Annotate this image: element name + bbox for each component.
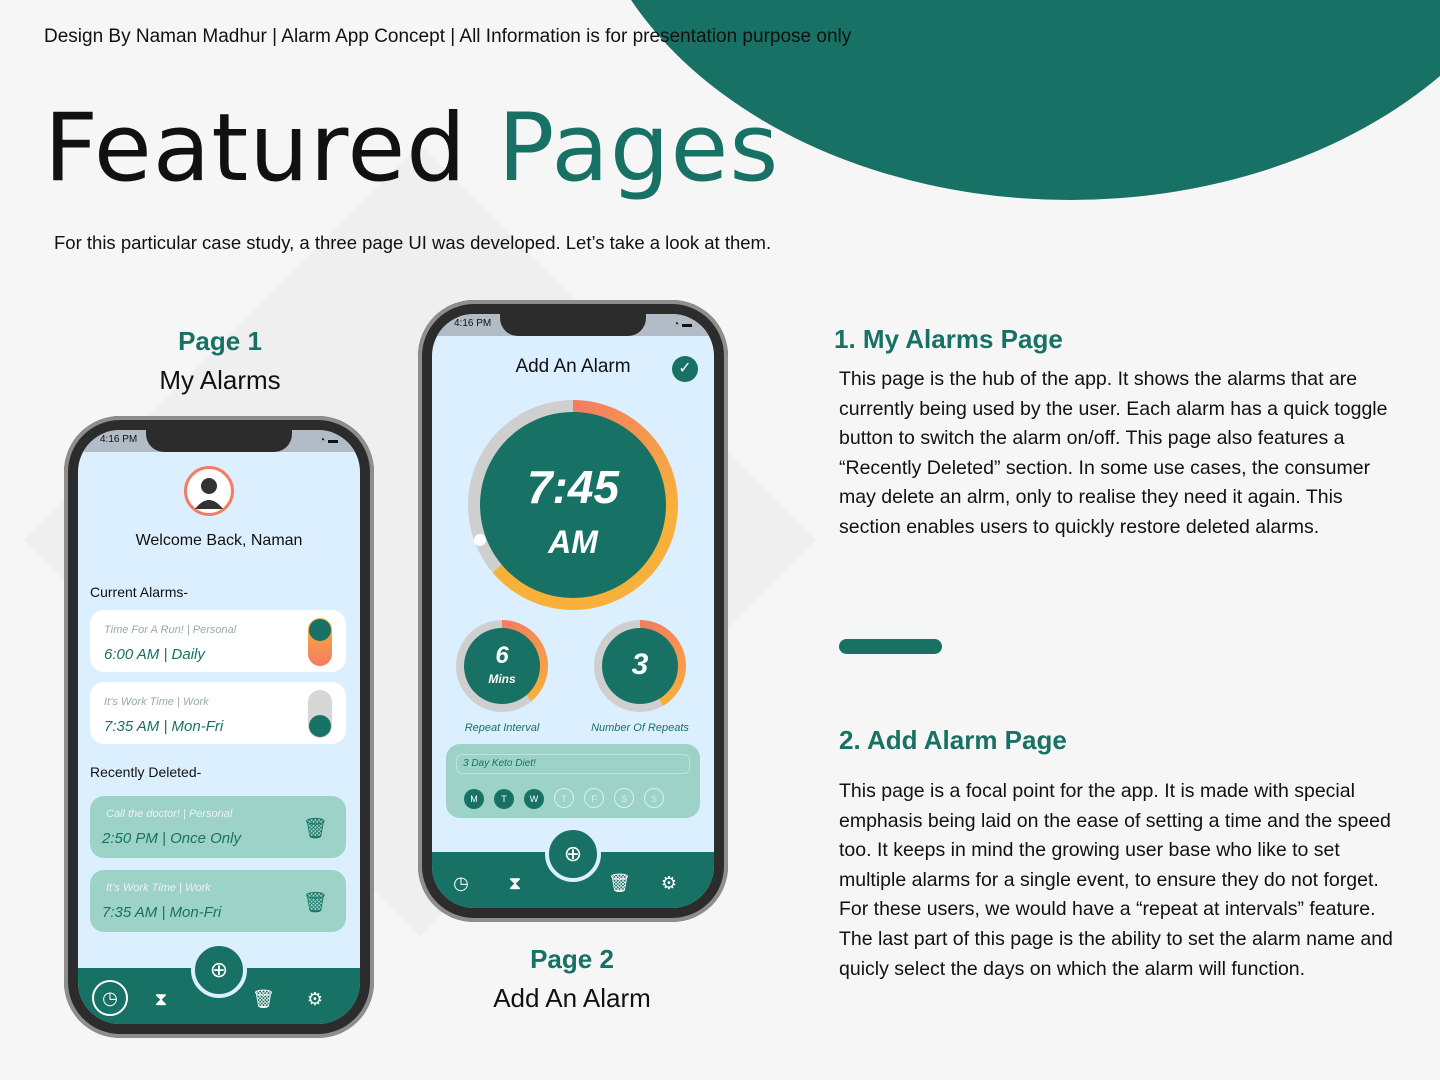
alarm-card[interactable]	[90, 610, 346, 672]
deleted-alarm-subtitle: Call the doctor! | Personal	[106, 808, 233, 820]
trash-icon[interactable]: 🗑	[302, 892, 328, 914]
signal-battery-icon: ◔ ▬	[319, 435, 338, 446]
check-icon[interactable]: ✓	[672, 356, 698, 382]
alarm-card[interactable]	[90, 682, 346, 744]
trash-icon[interactable]: 🗑	[302, 818, 328, 840]
alarm-subtitle: Time For A Run! | Personal	[104, 624, 237, 636]
deleted-alarm-subtitle: It’s Work Time | Work	[106, 882, 211, 894]
intro-text: For this particular case study, a three page UI was developed. Let’s take a look at them.	[54, 232, 772, 253]
clock-ampm: AM	[548, 524, 598, 560]
section-body-add-alarm: This page is a focal point for the app. It is made with special emphasis being laid on the ease of setting a time and the speed too. It keeps in mind the growing user base who like to set multiple alarms for a single event, to ensure they do not forget. For these users, we would have a “repeat at intervals” feature. The last part of this page is the ability to set the alarm name and quicly select the days on which the alarm will function.	[839, 780, 1393, 980]
page2-name: Add An Alarm	[493, 983, 651, 1013]
screen-my-alarms	[78, 430, 360, 1024]
page-title	[44, 94, 779, 203]
number-repeats-dial[interactable]	[594, 620, 686, 712]
phone-my-alarms	[64, 416, 374, 1038]
trash-icon[interactable]: 🗑	[608, 873, 631, 893]
repeat-unit: Mins	[488, 672, 516, 686]
trash-icon[interactable]: 🗑	[252, 989, 275, 1009]
clock-icon[interactable]: ◷	[453, 873, 469, 893]
repeat-interval-dial[interactable]	[456, 620, 548, 712]
repeat-value: 6	[495, 642, 509, 669]
number-value: 3	[631, 648, 649, 681]
number-repeats-label: Number Of Repeats	[591, 722, 689, 734]
user-icon	[187, 469, 231, 513]
add-alarm-icon: ⊕	[563, 841, 583, 866]
page1-caption	[120, 326, 320, 396]
status-time: 4:16 PM	[454, 318, 492, 329]
clock-time: 7:45	[526, 461, 620, 513]
welcome-text: Welcome Back, Naman	[135, 532, 303, 549]
alarm-details-card	[446, 744, 700, 818]
add-alarm-button[interactable]	[545, 826, 601, 882]
add-alarm-icon: ⊕	[209, 957, 229, 982]
page2-number: Page 2	[530, 944, 614, 974]
dial-handle[interactable]	[474, 534, 486, 546]
time-dial[interactable]	[468, 400, 678, 610]
deleted-alarm-time: 7:35 AM | Mon-Fri	[102, 904, 222, 921]
alarm-time: 7:35 AM | Mon-Fri	[104, 718, 224, 735]
section-heading-add-alarm: 2. Add Alarm Page	[839, 725, 1067, 755]
day-monday[interactable]: M	[464, 789, 484, 809]
alarm-toggle[interactable]	[308, 690, 332, 738]
gear-icon[interactable]: ⚙	[306, 989, 324, 1009]
page2-caption	[462, 944, 682, 1014]
avatar[interactable]	[184, 466, 234, 516]
screen-title: Add An Alarm	[515, 356, 631, 377]
status-time: 4:16 PM	[100, 434, 138, 445]
add-alarm-button[interactable]	[191, 942, 247, 998]
alarm-time: 6:00 AM | Daily	[104, 646, 205, 663]
page1-number: Page 1	[178, 326, 262, 356]
deleted-alarm-card[interactable]	[90, 796, 346, 858]
deleted-alarm-time: 2:50 PM | Once Only	[102, 830, 241, 847]
recently-deleted-label: Recently Deleted-	[90, 764, 202, 780]
hourglass-icon[interactable]: ⧗	[508, 873, 522, 893]
alarm-name-input[interactable]: 3 Day Keto Diet!	[456, 754, 690, 774]
hourglass-icon[interactable]: ⧗	[154, 989, 168, 1009]
day-thursday[interactable]: T	[554, 788, 574, 808]
day-saturday[interactable]: S	[614, 788, 634, 808]
gear-icon[interactable]: ⚙	[660, 873, 678, 893]
section-divider	[839, 639, 942, 654]
credit-line: Design By Naman Madhur | Alarm App Concept | All Information is for presentation purpose only	[44, 26, 852, 47]
title-pages: Pages	[497, 94, 780, 203]
section-heading-my-alarms: 1. My Alarms Page	[834, 324, 1063, 354]
section-body-my-alarms: This page is the hub of the app. It shows the alarms that are currently being used by the user. Each alarm has a quick toggle button to switch the alarm on/off. This page also features a “Recently Deleted” section. In some use cases, the consumer may delete an alrm, only to realise they need it again. This section enables users to quickly restore deleted alarms.	[839, 368, 1388, 538]
page1-name: My Alarms	[159, 365, 281, 395]
deleted-alarm-card[interactable]	[90, 870, 346, 932]
day-sunday[interactable]: S	[644, 788, 664, 808]
day-wednesday[interactable]: W	[524, 789, 544, 809]
current-alarms-label: Current Alarms-	[90, 584, 189, 600]
title-featured: Featured	[44, 94, 467, 203]
screen-add-alarm	[432, 314, 714, 908]
clock-icon[interactable]: ◷	[92, 980, 128, 1016]
day-tuesday[interactable]: T	[494, 789, 514, 809]
alarm-subtitle: It’s Work Time | Work	[104, 696, 209, 708]
day-friday[interactable]: F	[584, 788, 604, 808]
phone-add-alarm	[418, 300, 728, 922]
repeat-interval-label: Repeat Interval	[464, 722, 540, 734]
days-row	[464, 788, 674, 809]
signal-battery-icon: ◔ ▬	[673, 319, 692, 330]
alarm-toggle[interactable]	[308, 618, 332, 666]
